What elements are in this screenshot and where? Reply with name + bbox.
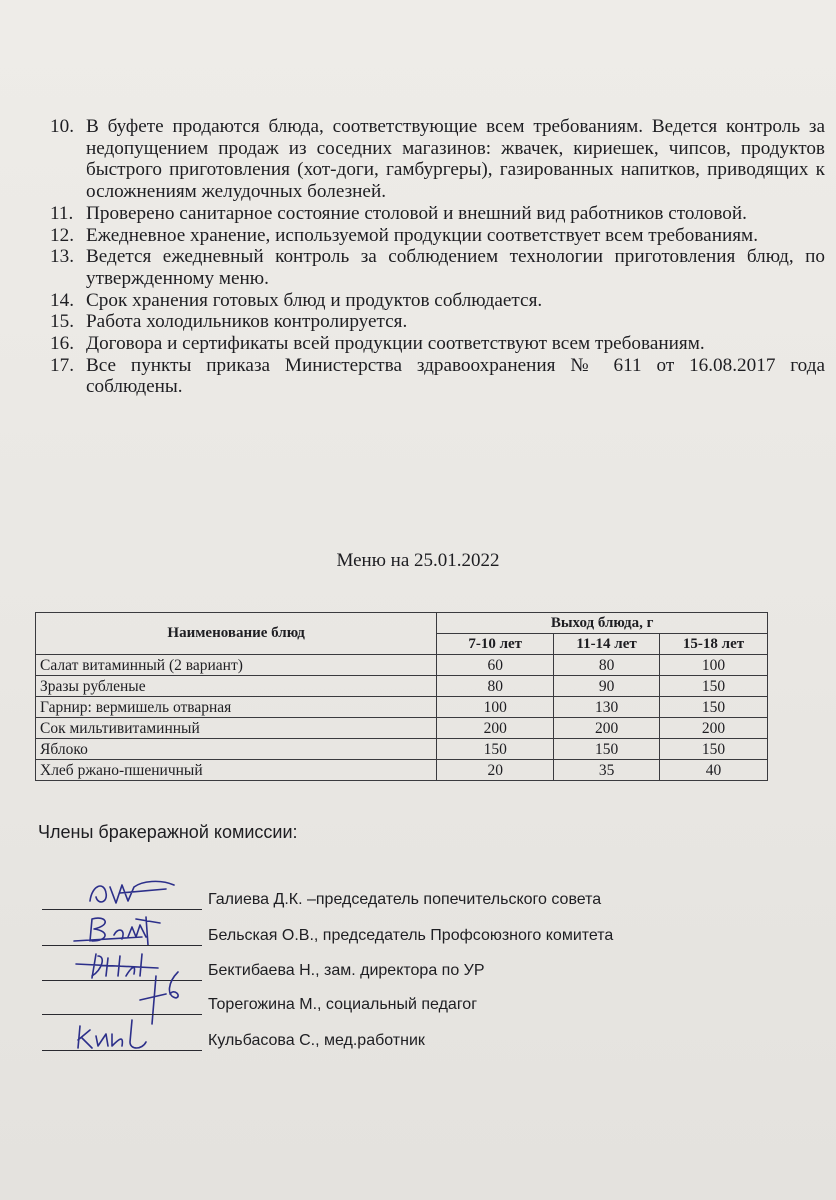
dish-output: 100 — [437, 697, 554, 718]
commission-member — [42, 994, 802, 1018]
menu-table — [35, 612, 768, 781]
dish-output: 20 — [437, 760, 554, 781]
header-age-group: 15-18 лет — [660, 634, 768, 655]
list-item — [50, 225, 825, 247]
dish-name: Гарнир: вермишель отварная — [36, 697, 437, 718]
dish-output: 90 — [554, 676, 660, 697]
table-row — [36, 655, 768, 676]
table-header-row — [36, 613, 768, 634]
dish-output: 60 — [437, 655, 554, 676]
item-number: 13. — [50, 246, 74, 268]
dish-output: 80 — [437, 676, 554, 697]
item-text: В буфете продаются блюда, соответствующие всем требованиям. Ведется контроль за недопущением продаж из соседних магазинов: жвачек, кириешек, чипсов, продуктов быстрого приготовления (хот-доги, гамбургеры), газированных напитков, приводящих к осложнениям желудочных болезней. — [86, 116, 825, 203]
item-text: Ведется ежедневный контроль за соблюдением технологии приготовления блюд, по утвержденному меню. — [86, 246, 825, 289]
member-name: Торегожина М., социальный педагог — [208, 996, 478, 1013]
list-item — [50, 246, 825, 289]
commission-title: Члены бракеражной комиссии: — [38, 822, 298, 842]
header-age-group: 11-14 лет — [554, 634, 660, 655]
item-number: 15. — [50, 311, 74, 333]
item-text: Работа холодильников контролируется. — [86, 311, 408, 333]
list-item — [50, 355, 825, 398]
item-text: Договора и сертификаты всей продукции соответствуют всем требованиям. — [86, 333, 705, 355]
dish-output: 150 — [660, 739, 768, 760]
table-row — [36, 697, 768, 718]
dish-output: 100 — [660, 655, 768, 676]
commission-member — [42, 889, 802, 913]
dish-output: 150 — [437, 739, 554, 760]
dish-output: 200 — [554, 718, 660, 739]
list-item — [50, 333, 825, 355]
member-name: Кульбасова С., мед.работник — [208, 1032, 425, 1049]
list-item — [50, 290, 825, 312]
dish-name: Зразы рубленые — [36, 676, 437, 697]
item-number: 17. — [50, 354, 74, 376]
item-number: 16. — [50, 333, 74, 355]
dish-output: 130 — [554, 697, 660, 718]
dish-name: Сок мильтивитаминный — [36, 718, 437, 739]
item-text: Срок хранения готовых блюд и продуктов соблюдается. — [86, 289, 543, 311]
dish-output: 200 — [437, 718, 554, 739]
item-text: Ежедневное хранение, используемой продукции соответствует всем требованиям. — [86, 224, 759, 246]
dish-output: 150 — [554, 739, 660, 760]
signature-line — [42, 1050, 202, 1051]
table-row — [36, 760, 768, 781]
list-item — [50, 116, 825, 203]
item-number: 10. — [50, 116, 74, 137]
list-item — [50, 203, 825, 225]
dish-output: 35 — [554, 760, 660, 781]
member-name: Бельская О.В., председатель Профсоюзного комитета — [208, 927, 614, 944]
list-item — [50, 311, 825, 333]
dish-output: 200 — [660, 718, 768, 739]
dish-output: 40 — [660, 760, 768, 781]
member-name: Галиева Д.К. –председатель попечительского совета — [208, 891, 602, 908]
dish-name: Хлеб ржано-пшеничный — [36, 760, 437, 781]
signature-line — [42, 909, 202, 910]
item-number: 11. — [50, 202, 74, 224]
header-age-group: 7-10 лет — [437, 634, 554, 655]
header-output: Выход блюда, г — [437, 613, 768, 634]
inspection-items-list — [50, 116, 825, 398]
dish-output: 80 — [554, 655, 660, 676]
commission-member — [42, 1030, 802, 1054]
item-text: Проверено санитарное состояние столовой и внешний вид работников столовой. — [86, 202, 747, 224]
item-number: 12. — [50, 224, 74, 246]
dish-name: Яблоко — [36, 739, 437, 760]
item-text: Все пункты приказа Министерства здравоохранения № 611 от 16.08.2017 года соблюдены. — [86, 354, 825, 398]
dish-output: 150 — [660, 697, 768, 718]
table-row — [36, 739, 768, 760]
item-number: 14. — [50, 289, 74, 311]
table-row — [36, 718, 768, 739]
dish-name: Салат витаминный (2 вариант) — [36, 655, 437, 676]
dish-output: 150 — [660, 676, 768, 697]
menu-title: Меню на 25.01.2022 — [336, 550, 500, 571]
header-dish-name: Наименование блюд — [36, 613, 437, 655]
signature-line — [42, 1014, 202, 1015]
member-name: Бектибаева Н., зам. директора по УР — [208, 962, 485, 979]
table-row — [36, 676, 768, 697]
